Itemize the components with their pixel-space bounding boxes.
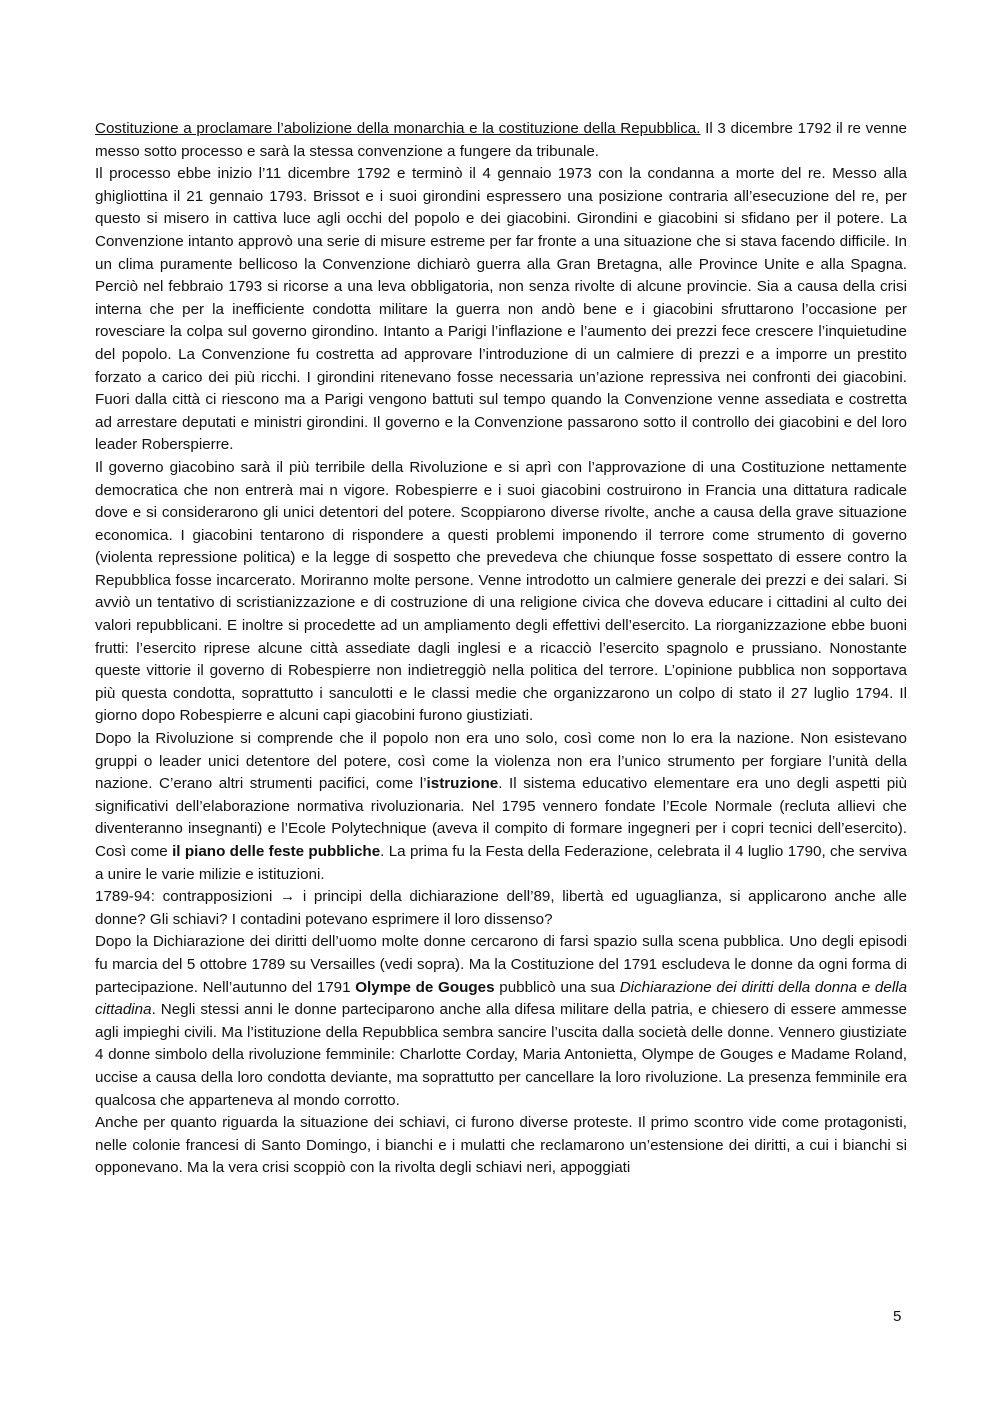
underlined-sentence: Costituzione a proclamare l’abolizione della monarchia e la costituzione della Repubblica. (95, 120, 701, 137)
paragraph-jacobin-government (95, 457, 907, 728)
bold-term-feste: il piano delle feste pubbliche (172, 843, 381, 860)
paragraph-text: Dopo la Rivoluzione si comprende che il popolo non era uno solo, così come non lo era la nazione. Non esistevano gruppi o leader unici detentore del potere, così come la violenza non era l’unico strumento per forgiare l’unità della nazione. C’erano altri strumenti pacifici, come l’ (95, 730, 907, 793)
paragraph-text: 1789-94: contrapposizioni (95, 888, 280, 906)
bold-name-olympe: Olympe de Gouges (355, 978, 495, 996)
paragraph-text: Il 3 dicembre 1792 il re venne messo sotto processo e sarà la stessa convenzione a fungere da tribunale. (95, 120, 907, 160)
paragraph-slaves (95, 1112, 907, 1180)
paragraph-text: Il processo ebbe inizio l’11 dicembre 1792 e terminò il 4 gennaio 1973 con la condanna a morte del re. Messo alla ghigliottina il 21 gennaio 1793. Brissot e i suoi girondini espressero una posizione contraria all’esecuzione del re, per questo si misero in cattiva luce agli occhi del popolo e dei giacobini. Girondini e giacobini si sfidano per il potere. La Convenzione intanto approvò una serie di misure estreme per far fronte a una situazione che si stava facendo difficile. In un clima puramente bellicoso la Convenzione dichiarò guerra alla Gran Bretagna, alle Province Unite e alla Spagna. Perciò nel febbraio 1793 si ricorse a una leva obbligatoria, non senza rivolte di alcune provincie. Sia a causa della crisi interna che per la inefficiente condotta militare la guerra non andò bene e i giacobini sfruttarono l’occasione per rovesciare la colpa sul governo girondino. Intanto a Parigi l’inflazione e l’aumento dei prezzi fece crescere l’inquietudine del popolo. La Convenzione fu costretta ad approvare l’introduzione di un calmiere di prezzi e a imporre un prestito forzato a carico dei più ricchi. I girondini ritenevano fosse necessaria un’azione repressiva nei confronti dei giacobini. Fuori dalla città ci riescono ma a Parigi vengono battuti sul tempo quando la Convenzione venne assediata e costretta ad arrestare deputati e ministri girondini. Il governo e la Convenzione passarono sotto il controllo dei giacobini e del loro leader Roberspierre. (95, 165, 907, 454)
paragraph-text: Il governo giacobino sarà il più terribile della Rivoluzione e si aprì con l’approvazione di una Costituzione nettamente democratica che non entrerà mai n vigore. Robespierre e i suoi giacobini costruirono in Francia una dittatura radicale dove e si considerarono gli unici detentori del potere. Scoppiarono diverse rivolte, anche a causa della grave situazione economica. I giacobini tentarono di rispondere a questi problemi imponendo il terrore come strumento di governo (violenta repressione politica) e la legge di sospetto che prevedeva che chiunque fosse sospettato di essere contro la Repubblica fosse incarcerato. Moriranno molte persone. Venne introdotto un calmiere generale dei prezzi e dei salari. Si avviò un tentativo di scristianizzazione e di costruzione di una religione civica che doveva educare i cittadini al culto dei valori repubblicani. E inoltre si procedette ad un ampliamento degli effettivi dell’esercito. La riorganizzazione ebbe buoni frutti: l’esercito riprese alcune città assediate dagli inglesi e a ricacciò l’esercito spagnolo e prussiano. Nonostante queste vittorie il governo di Robespierre non indietreggiò nella politica del terrore. L’opinione pubblica non sopportava più questa condotta, soprattutto i sanculotti e le classi medie che organizzarono un colpo di stato il 27 luglio 1794. Il giorno dopo Robespierre e alcuni capi giacobini furono giustiziati. (95, 458, 907, 725)
bold-term-istruzione: istruzione (426, 775, 499, 793)
page-number: 5 (893, 1308, 902, 1325)
paragraph-constitution (95, 118, 907, 163)
paragraph-contrapposizioni (95, 886, 907, 931)
paragraph-text: . La prima fu la Festa della Federazione, celebrata il 4 luglio 1790, che serviva a unire le varie milizie e istituzioni. (95, 843, 907, 883)
paragraph-text: i principi della dichiarazione dell’89, libertà ed uguaglianza, si applicarono anche alle donne? Gli schiavi? I contadini potevano esprimere il loro dissenso? (95, 888, 907, 928)
italic-title-declaration: Dichiarazione dei diritti della donna e della cittadina (95, 978, 908, 1019)
paragraph-text: pubblicò una sua (494, 978, 620, 996)
page-body (95, 118, 907, 1180)
paragraph-text: . Il sistema educativo elementare era uno degli aspetti più significativi dell’elaborazione normativa rivoluzionaria. Nel 1795 vennero fondate l’Ecole Normale (recluta allievi che diventeranno insegnanti) e l’Ecole Polytechnique (aveva il compito di formare ingegneri per i copri tecnici dell’esercito). Così come (95, 775, 907, 860)
paragraph-women (95, 931, 907, 1112)
paragraph-king-trial (95, 163, 907, 457)
paragraph-text: Anche per quanto riguarda la situazione dei schiavi, ci furono diverse proteste. Il primo scontro vide come protagonisti, nelle colonie francesi di Santo Domingo, i bianchi e i mulatti che reclamarono un’estensione dei diritti, a cui i bianchi si opponevano. Ma la vera crisi scoppiò con la rivolta degli schiavi neri, appoggiati (95, 1114, 907, 1177)
right-arrow-icon: → (280, 888, 296, 906)
paragraph-text: Dopo la Dichiarazione dei diritti dell’uomo molte donne cercarono di farsi spazio sulla scena pubblica. Uno degli episodi fu marcia del 5 ottobre 1789 su Versailles (vedi sopra). Ma la Costituzione del 1791 escludeva le donne da ogni forma di partecipazione. Nell’autunno del 1791 (95, 933, 907, 996)
paragraph-text: . Negli stessi anni le donne parteciparono anche alla difesa militare della patria, e chiesero di essere ammesse agli impieghi civili. Ma l’istituzione della Repubblica sembra sancire l’uscita dalla società delle donne. Vennero giustiziate 4 donne simbolo della rivoluzione femminile: Charlotte Corday, Maria Antonietta, Olympe de Gouges e Madame Roland, uccise a causa della loro condotta deviante, ma soprattutto per cancellare la loro rivoluzione. La presenza femminile era qualcosa che apparteneva al mondo corrotto. (95, 1001, 907, 1109)
paragraph-education (95, 728, 907, 886)
